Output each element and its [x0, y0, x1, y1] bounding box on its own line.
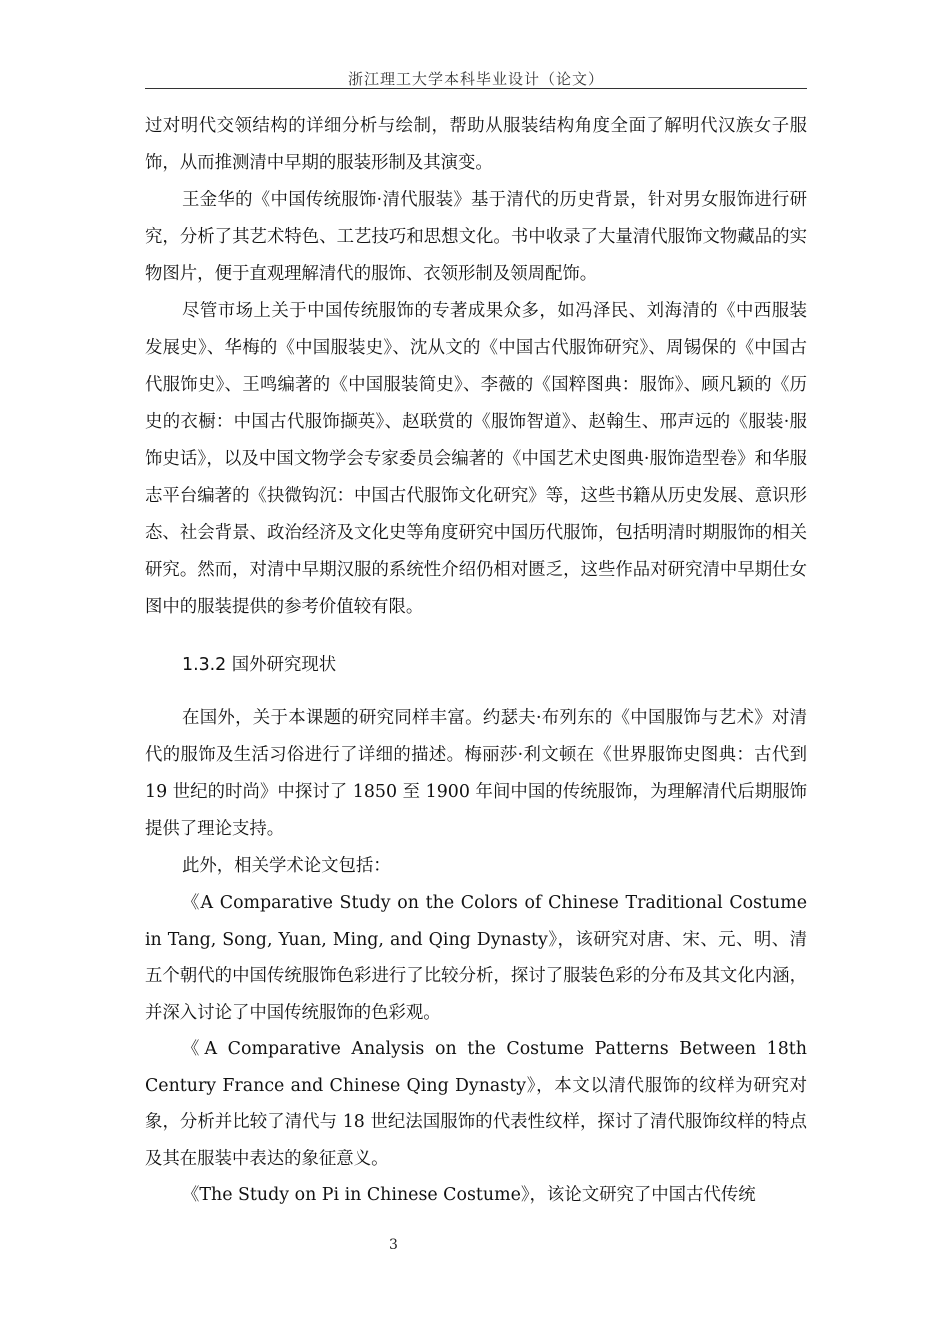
paragraph-paper-colors: 《A Comparative Study on the Colors of Chinese Traditional Costume in Tang, Song, Yuan, Ming, and Qing Dynasty》，该研究对唐、宋、元、明、清五个朝代的中国传统服饰色彩进行了比较分析，探讨了服装色彩的分布及其文化内涵，并深入讨论了中国传统服饰的色彩观。	[145, 893, 807, 1023]
body-text	[145, 108, 807, 1214]
section-heading: 1.3.2 国外研究现状	[182, 655, 337, 675]
paragraph-papers-intro: 此外，相关学术论文包括：	[182, 856, 391, 876]
page-number: 3	[389, 1237, 398, 1253]
page-header: 浙江理工大学本科毕业设计（论文）	[347, 70, 604, 88]
paragraph-wang-jinhua: 王金华的《中国传统服饰·清代服装》基于清代的历史背景，针对男女服饰进行研究，分析了其艺术特色、工艺技巧和思想文化。书中收录了大量清代服饰文物藏品的实物图片，便于直观理解清代的服饰、衣领形制及领周配饰。	[145, 190, 807, 284]
paragraph-continued: 过对明代交领结构的详细分析与绘制，帮助从服装结构角度全面了解明代汉族女子服饰，从而推测清中早期的服装形制及其演变。	[145, 116, 807, 173]
header-divider	[145, 88, 807, 89]
paragraph-foreign-research: 在国外，关于本课题的研究同样丰富。约瑟夫·布列东的《中国服饰与艺术》对清代的服饰及生活习俗进行了详细的描述。梅丽莎·利文顿在《世界服饰史图典：古代到 19 世纪的时尚》中探讨了 1850 至 1900 年间中国的传统服饰，为理解清代后期服饰提供了理论支持。	[145, 708, 807, 839]
paragraph-paper-pi: 《The Study on Pi in Chinese Costume》，该论文研究了中国古代传统	[182, 1185, 756, 1205]
paragraph-paper-patterns: 《A Comparative Analysis on the Costume Patterns Between 18th Century France and Chinese Qing Dynasty》，本文以清代服饰的纹样为研究对象，分析并比较了清代与 18 世纪法国服饰的代表性纹样，探讨了清代服饰纹样的特点及其在服装中表达的象征意义。	[145, 1039, 807, 1169]
paragraph-domestic-books: 尽管市场上关于中国传统服饰的专著成果众多，如冯泽民、刘海清的《中西服装发展史》、华梅的《中国服装史》、沈从文的《中国古代服饰研究》、周锡保的《中国古代服饰史》、王鸣编著的《中国服装简史》、李薇的《国粹图典：服饰》、顾凡颖的《历史的衣橱：中国古代服饰撷英》、赵联赏的《服饰智道》、赵翰生、邢声远的《服装·服饰史话》，以及中国文物学会专家委员会编著的《中国艺术史图典·服饰造型卷》和华服志平台编著的《抉微钩沉：中国古代服饰文化研究》等，这些书籍从历史发展、意识形态、社会背景、政治经济及文化史等角度研究中国历代服饰，包括明清时期服饰的相关研究。然而，对清中早期汉服的系统性介绍仍相对匮乏，这些作品对研究清中早期仕女图中的服装提供的参考价值较有限。	[145, 301, 807, 617]
